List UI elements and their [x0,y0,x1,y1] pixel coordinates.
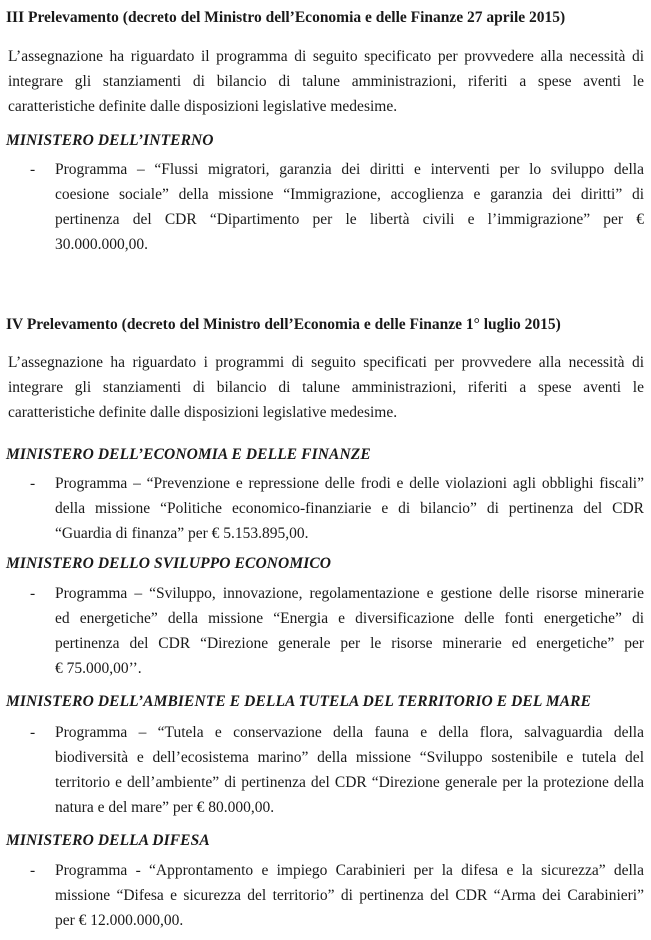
program-line: per € 12.000.000,00. [55,912,184,929]
program-text [55,471,644,546]
ministry-heading-difesa: MINISTERO DELLA DIFESA [6,832,210,849]
program-text [55,720,644,820]
program-line: territorio e dell’ambiente” di pertinenza del CDR “Direzione generale per la protezione della [55,774,644,791]
ministry-heading-interno: MINISTERO DELL’INTERNO [6,132,214,149]
ministry-heading-economia: MINISTERO DELL’ECONOMIA E DELLE FINANZE [6,446,371,463]
intro-line: L’assegnazione ha riguardato i programmi di seguito specificati per provvedere alla necessità di [8,354,644,371]
bullet-dash: - [30,862,36,879]
program-line: 30.000.000,00. [55,236,148,253]
ministry-heading-sviluppo: MINISTERO DELLO SVILUPPO ECONOMICO [6,555,332,572]
bullet-dash: - [30,475,36,492]
intro-line: L’assegnazione ha riguardato il programma di seguito specificato per provvedere alla necessità di [8,48,644,65]
program-line: Programma – “Flussi migratori, garanzia dei diritti e interventi per lo sviluppo della [55,161,644,178]
program-text [55,581,644,681]
ministry-heading-ambiente: MINISTERO DELL’AMBIENTE E DELLA TUTELA DEL TERRITORIO E DEL MARE [6,693,592,710]
program-line: della missione “Politiche economico-finanziarie e di bilancio” di pertinenza del CDR [55,500,644,517]
program-text [55,157,644,257]
bullet-dash: - [30,585,36,602]
section-iv-intro [8,350,644,425]
program-line: Programma – “Sviluppo, innovazione, regolamentazione e gestione delle risorse minerarie [55,585,644,602]
bullet-dash: - [30,724,36,741]
program-line: € 75.000,00’’. [55,660,142,677]
section-iii-intro [8,44,644,119]
section-title-iii: III Prelevamento (decreto del Ministro dell’Economia e delle Finanze 27 aprile 2015) [6,9,566,26]
program-line: ed energetiche” della missione “Energia e diversificazione delle fonti energetiche” di [55,610,644,627]
intro-line: caratteristiche definite dalle disposizioni legislative medesime. [8,404,398,421]
program-line: biodiversità e dell’ecosistema marino” della missione “Sviluppo sostenibile e tutela del [55,749,644,766]
program-line: missione “Difesa e sicurezza del territorio” di pertinenza del CDR “Arma dei Carabinieri” [55,887,644,904]
program-line: “Guardia di finanza” per € 5.153.895,00. [55,525,309,542]
program-line: pertinenza del CDR “Direzione generale per le risorse minerarie ed energetiche” per [55,635,644,652]
program-line: coesione sociale” della missione “Immigrazione, accoglienza e garanzia dei diritti” di [55,186,644,203]
program-line: Programma – “Tutela e conservazione della fauna e della flora, salvaguardia della [55,724,644,741]
program-line: Programma – “Prevenzione e repressione delle frodi e delle violazioni agli obblighi fiscali” [55,475,644,492]
bullet-dash: - [30,161,36,178]
section-title-iv: IV Prelevamento (decreto del Ministro dell’Economia e delle Finanze 1° luglio 2015) [6,316,561,333]
intro-line: integrare gli stanziamenti di bilancio di talune amministrazioni, riferiti a spese aventi le [8,379,644,396]
program-line: pertinenza del CDR “Dipartimento per le libertà civili e l’immigrazione” per € [55,211,644,228]
program-line: natura e del mare” per € 80.000,00. [55,799,275,816]
intro-line: integrare gli stanziamenti di bilancio di talune amministrazioni, riferiti a spese aventi le [8,73,644,90]
program-text [55,858,644,933]
program-line: Programma - “Approntamento e impiego Carabinieri per la difesa e la sicurezza” della [55,862,644,879]
intro-line: caratteristiche definite dalle disposizioni legislative medesime. [8,98,398,115]
